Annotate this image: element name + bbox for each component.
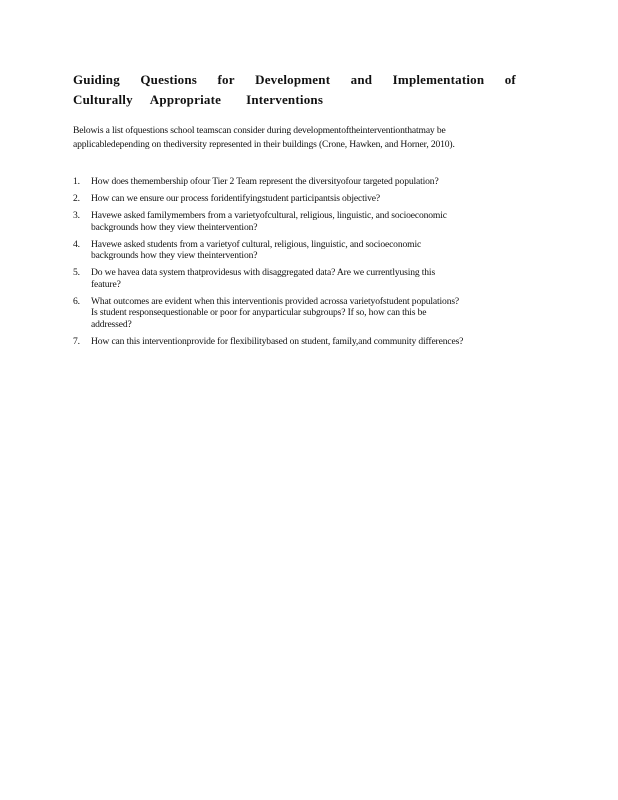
title-word: for: [217, 72, 235, 87]
title-word: and: [350, 72, 373, 87]
title-word: Implementation: [392, 72, 485, 87]
title-word: Guiding: [73, 72, 120, 87]
title-word: Questions: [140, 72, 198, 87]
intro-paragraph: [73, 124, 551, 152]
question-number: 5.: [73, 267, 80, 278]
question-text: How can we ensure our process foridentifyingstudent participantsis objective?: [91, 193, 380, 204]
question-number: 6.: [73, 295, 80, 307]
title-word: of: [504, 72, 516, 87]
question-text: addressed?: [91, 318, 132, 330]
question-text: Havewe asked familymembers from a varietyofcultural, religious, linguistic, and socioeconomic: [91, 210, 447, 221]
question-item-2: [73, 193, 553, 205]
question-text: feature?: [91, 278, 121, 290]
title-line-2: [73, 90, 516, 110]
question-number: 4.: [73, 238, 80, 250]
question-number: 1.: [73, 176, 80, 187]
question-number: 3.: [73, 210, 80, 221]
question-number: 7.: [73, 335, 80, 347]
question-item-5: [73, 267, 553, 290]
question-item-4: [73, 239, 553, 262]
question-item-6: [73, 296, 553, 331]
question-text: What outcomes are evident when this interventionis provided acrossa varietyofstudent populations?: [91, 295, 460, 307]
question-text: How can this interventionprovide for flexibilitybased on student, family,and community differences?: [91, 335, 464, 347]
question-text: backgrounds how they view theintervention?: [91, 250, 258, 261]
question-item-1: [73, 176, 553, 188]
question-text: Is student responsequestionable or poor for anyparticular subgroups? If so, how can this be: [91, 307, 427, 318]
question-text: Havewe asked students from a varietyof cultural, religious, linguistic, and socioeconomic: [91, 238, 422, 250]
title-word: Appropriate: [149, 92, 222, 107]
question-text: backgrounds how they view theintervention?: [91, 221, 258, 233]
question-text: How does themembership ofour Tier 2 Team represent the diversityofour targeted population?: [91, 176, 439, 187]
title-line-1: [73, 70, 516, 90]
title-word: Culturally: [73, 92, 133, 107]
question-list: [73, 176, 553, 353]
page-title: [73, 70, 516, 110]
question-item-7: [73, 336, 553, 348]
question-text: Do we havea data system thatprovidesus with disaggregated data? Are we currentlyusing this: [91, 267, 436, 278]
title-word: Development: [255, 72, 331, 87]
intro-line: Belowis a list ofquestions school teamscan consider during developmentoftheinterventionthatmay be: [73, 125, 446, 136]
question-item-3: [73, 210, 553, 233]
title-word: Interventions: [246, 92, 324, 107]
question-number: 2.: [73, 193, 80, 204]
intro-line: applicabledepending on thediversity represented in their buildings (Crone, Hawken, and Horner, 2010).: [73, 139, 455, 150]
